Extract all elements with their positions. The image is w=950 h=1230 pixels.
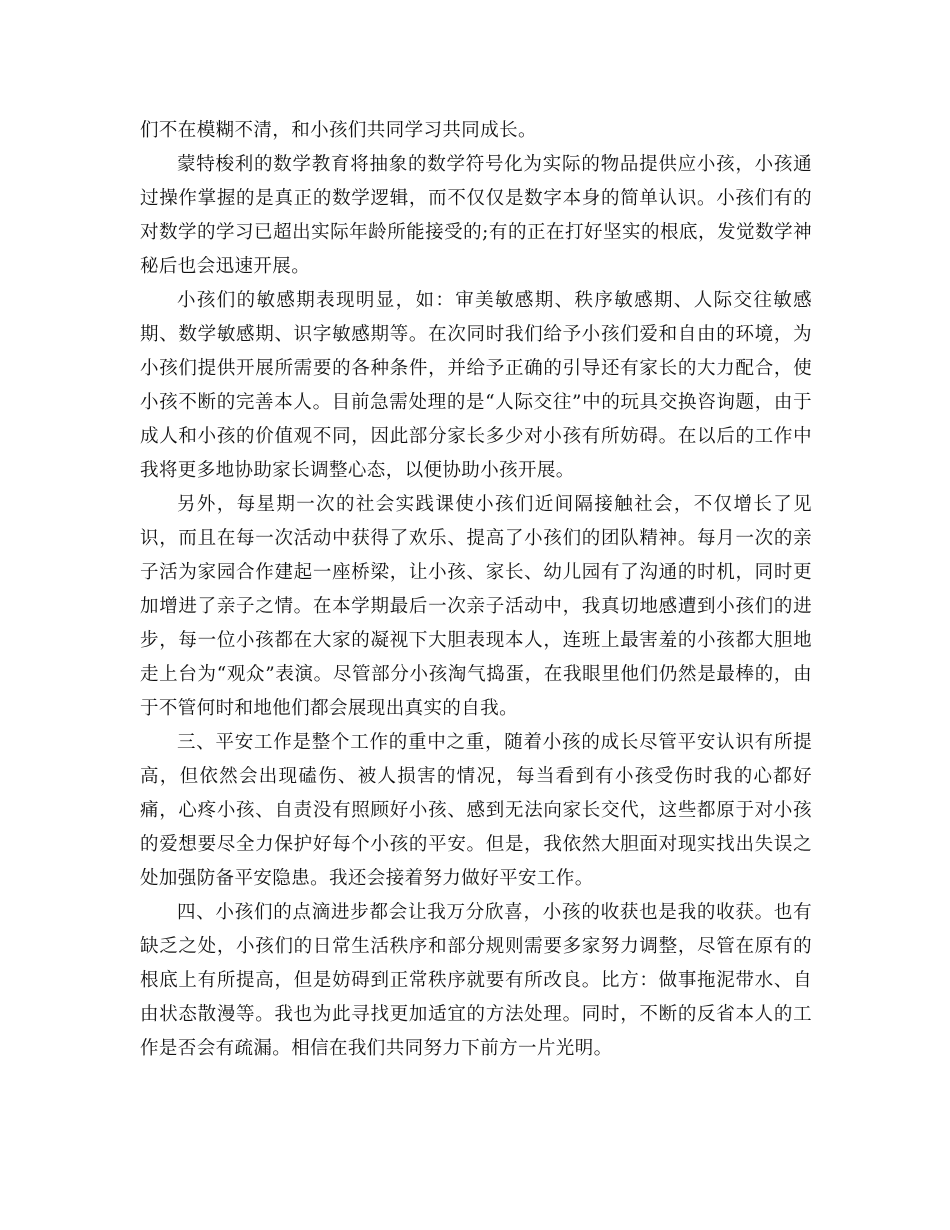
paragraph-montessori-math: 蒙特梭利的数学教育将抽象的数学符号化为实际的物品提供应小孩，小孩通过操作掌握的是真正的数学逻辑，而不仅仅是数字本身的简单认识。小孩们有的对数学的学习已超出实际年龄所能接受的;有的正在打好坚实的根底，发觉数学神秘后也会迅速开展。 bbox=[140, 154, 812, 277]
document-body bbox=[140, 114, 812, 1066]
paragraph-continuation: 们不在模糊不清，和小孩们共同学习共同成长。 bbox=[140, 120, 537, 141]
paragraph-sensitive-periods: 小孩们的敏感期表现明显，如：审美敏感期、秩序敏感期、人际交往敏感期、数学敏感期、识字敏感期等。在次同时我们给予小孩们爱和自由的环境，为小孩们提供开展所需要的各种条件，并给予正确的引导还有家长的大力配合，使小孩不断的完善本人。目前急需处理的是“人际交往”中的玩具交换咨询题，由于成人和小孩的价值观不同，因此部分家长多少对小孩有所妨碍。在以后的工作中我将更多地协助家长调整心态，以便协助小孩开展。 bbox=[140, 290, 812, 481]
paragraph-progress-and-shortcomings: 四、小孩们的点滴进步都会让我万分欣喜，小孩的收获也是我的收获。也有缺乏之处，小孩们的日常生活秩序和部分规则需要多家努力调整，尽管在原有的根底上有所提高，但是妨碍到正常秩序就要有所改良。比方：做事拖泥带水、自由状态散漫等。我也为此寻找更加适宜的方法处理。同时，不断的反省本人的工作是否会有疏漏。相信在我们共同努力下前方一片光明。 bbox=[140, 902, 812, 1059]
paragraph-social-practice: 另外，每星期一次的社会实践课使小孩们近间隔接触社会，不仅增长了见识，而且在每一次活动中获得了欢乐、提高了小孩们的团队精神。每月一次的亲子活为家园合作建起一座桥梁，让小孩、家长、幼儿园有了沟通的时机，同时更加增进了亲子之情。在本学期最后一次亲子活动中，我真切地感遭到小孩们的进步，每一位小孩都在大家的凝视下大胆表现本人，连班上最害羞的小孩都大胆地走上台为“观众”表演。尽管部分小孩淘气捣蛋，在我眼里他们仍然是最棒的，由于不管何时和地他们都会展现出真实的自我。 bbox=[140, 494, 812, 719]
paragraph-safety-work: 三、平安工作是整个工作的重中之重，随着小孩的成长尽管平安认识有所提高，但依然会出现磕伤、被人损害的情况，每当看到有小孩受伤时我的心都好痛，心疼小孩、自责没有照顾好小孩、感到无法向家长交代，这些都原于对小孩的爱想要尽全力保护好每个小孩的平安。但是，我依然大胆面对现实找出失误之处加强防备平安隐患。我还会接着努力做好平安工作。 bbox=[140, 732, 812, 889]
